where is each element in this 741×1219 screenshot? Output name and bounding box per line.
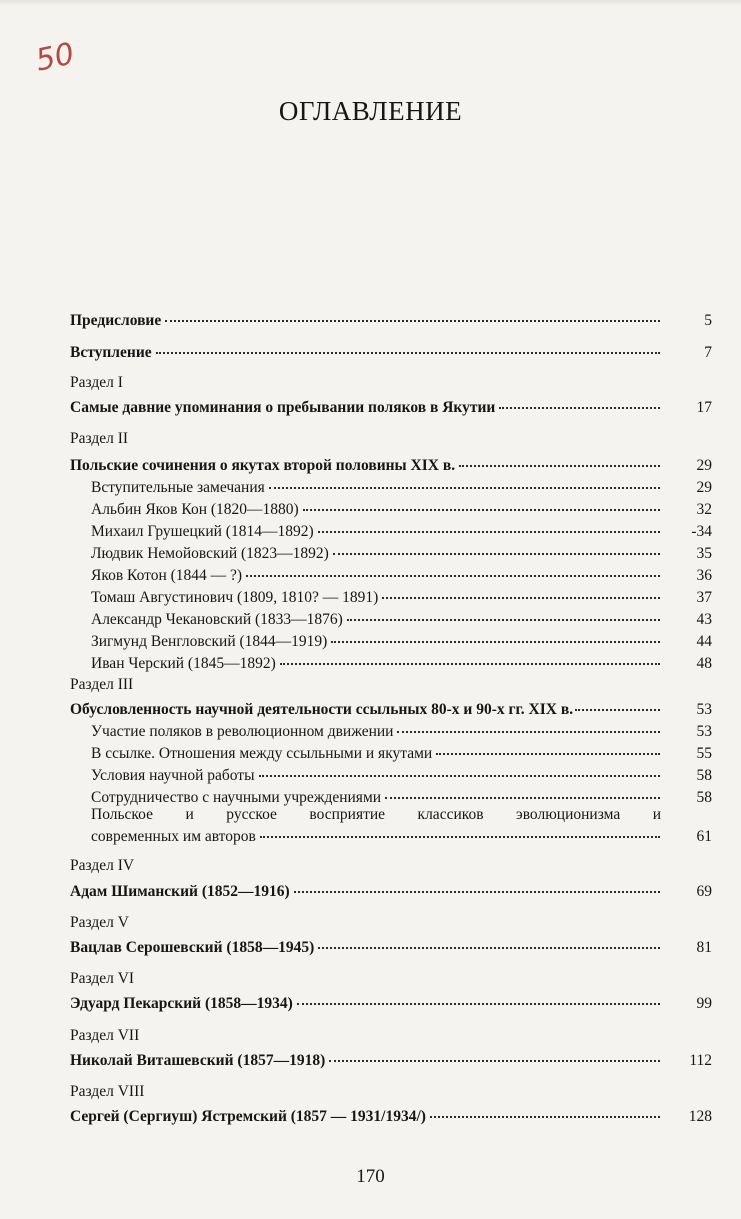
dot-leader bbox=[397, 731, 660, 733]
toc-subentry[interactable]: Томаш Августинович (1809, 1810? — 1891) 37 bbox=[91, 589, 712, 606]
toc-subentry[interactable]: Вступительные замечания 29 bbox=[91, 479, 712, 496]
dot-leader bbox=[382, 597, 660, 599]
toc-subentry[interactable]: Михаил Грушецкий (1814—1892) -34 bbox=[91, 523, 712, 540]
section-label: Раздел VIII bbox=[70, 1083, 145, 1100]
dot-leader bbox=[303, 509, 660, 511]
dot-leader bbox=[156, 352, 660, 354]
page-ref: 58 bbox=[696, 789, 712, 806]
toc-section-heading[interactable]: Сергей (Сергиуш) Ястремский (1857 — 1931/1934/) 128 bbox=[70, 1108, 712, 1125]
section-label: Раздел V bbox=[70, 914, 129, 931]
dot-leader bbox=[347, 619, 660, 621]
toc-subentry[interactable]: В ссылке. Отношения между ссыльными и якутами 55 bbox=[91, 745, 712, 762]
dot-leader bbox=[436, 753, 660, 755]
page-ref: 81 bbox=[696, 939, 712, 956]
page-ref: 29 bbox=[696, 457, 712, 474]
dot-leader bbox=[333, 553, 660, 555]
page-number: 170 bbox=[356, 1166, 385, 1187]
page-ref: 5 bbox=[704, 312, 712, 329]
section-label: Раздел IV bbox=[70, 857, 135, 874]
toc-entry-intro[interactable]: Вступление 7 bbox=[70, 344, 712, 361]
toc-subentry[interactable]: современных им авторов 61 bbox=[91, 828, 712, 845]
dot-leader bbox=[294, 891, 660, 893]
page-ref: 43 bbox=[696, 611, 712, 628]
dot-leader bbox=[331, 641, 660, 643]
toc-section-heading[interactable]: Эдуард Пекарский (1858—1934) 99 bbox=[70, 995, 712, 1012]
dot-leader bbox=[165, 320, 660, 322]
dot-leader bbox=[246, 575, 660, 577]
page-ref: 112 bbox=[689, 1052, 712, 1069]
page-ref: 61 bbox=[696, 828, 712, 845]
toc-subentry[interactable]: Александр Чекановский (1833—1876) 43 bbox=[91, 611, 712, 628]
section-label: Раздел III bbox=[70, 676, 134, 693]
page-ref: 7 bbox=[704, 344, 712, 361]
toc-section-heading[interactable]: Обусловленность научной деятельности ссыльных 80-х и 90-х гг. XIX в. 53 bbox=[70, 701, 712, 718]
dot-leader bbox=[430, 1116, 660, 1118]
page-title: ОГЛАВЛЕНИЕ bbox=[278, 96, 463, 126]
handwritten-annotation: 50 bbox=[32, 36, 78, 79]
page-ref: 69 bbox=[696, 883, 712, 900]
toc-subentry[interactable]: Людвик Немойовский (1823—1892) 35 bbox=[91, 545, 712, 562]
page-ref: 99 bbox=[696, 995, 712, 1012]
toc-section-heading[interactable]: Адам Шиманский (1852—1916) 69 bbox=[70, 883, 712, 900]
section-label: Раздел VII bbox=[70, 1027, 140, 1044]
page-ref: 128 bbox=[688, 1108, 712, 1125]
page-ref: 32 bbox=[696, 501, 712, 518]
toc-subentry[interactable]: Яков Котон (1844 — ?) 36 bbox=[91, 567, 712, 584]
dot-leader bbox=[575, 709, 660, 711]
page-ref: 48 bbox=[696, 655, 712, 672]
page-ref: 55 bbox=[696, 745, 712, 762]
page-ref: 29 bbox=[696, 479, 712, 496]
dot-leader bbox=[259, 775, 661, 777]
page-ref: 36 bbox=[696, 567, 712, 584]
page-ref: 53 bbox=[696, 701, 712, 718]
dot-leader bbox=[329, 1060, 660, 1062]
dot-leader bbox=[269, 487, 660, 489]
page-ref: 58 bbox=[696, 767, 712, 784]
page-ref: -34 bbox=[691, 523, 712, 540]
dot-leader bbox=[385, 797, 660, 799]
toc-section-heading[interactable]: Польские сочинения о якутах второй половины XIX в. 29 bbox=[70, 457, 712, 474]
dot-leader bbox=[499, 407, 660, 409]
toc-subentry[interactable]: Иван Черский (1845—1892) 48 bbox=[91, 655, 712, 672]
page-ref: 53 bbox=[696, 723, 712, 740]
section-label: Раздел VI bbox=[70, 970, 135, 987]
page-ref: 37 bbox=[696, 589, 712, 606]
toc-subentry-multiline-first[interactable]: Польское и русское восприятие классиков эволюционизма и bbox=[91, 806, 661, 823]
toc-subentry[interactable]: Участие поляков в революционном движении 53 bbox=[91, 723, 712, 740]
dot-leader bbox=[318, 531, 660, 533]
toc-subentry[interactable]: Зигмунд Венгловский (1844—1919) 44 bbox=[91, 633, 712, 650]
toc-section-heading[interactable]: Вацлав Серошевский (1858—1945) 81 bbox=[70, 939, 712, 956]
dot-leader bbox=[297, 1003, 660, 1005]
section-label: Раздел II bbox=[70, 430, 129, 447]
toc-subentry[interactable]: Сотрудничество с научными учреждениями 58 bbox=[91, 789, 712, 806]
page-ref: 17 bbox=[696, 399, 712, 416]
dot-leader bbox=[459, 465, 660, 467]
toc-section-heading[interactable]: Самые давние упоминания о пребывании поляков в Якутии 17 bbox=[70, 399, 712, 416]
toc-subentry[interactable]: Условия научной работы 58 bbox=[91, 767, 712, 784]
dot-leader bbox=[318, 947, 660, 949]
toc-subentry[interactable]: Альбин Яков Кон (1820—1880) 32 bbox=[91, 501, 712, 518]
toc-section-heading[interactable]: Николай Виташевский (1857—1918) 112 bbox=[70, 1052, 712, 1069]
toc-entry-preface[interactable]: Предисловие 5 bbox=[70, 312, 712, 329]
page-ref: 35 bbox=[696, 545, 712, 562]
page-ref: 44 bbox=[696, 633, 712, 650]
dot-leader bbox=[260, 836, 660, 838]
section-label: Раздел I bbox=[70, 374, 123, 391]
dot-leader bbox=[280, 663, 660, 665]
